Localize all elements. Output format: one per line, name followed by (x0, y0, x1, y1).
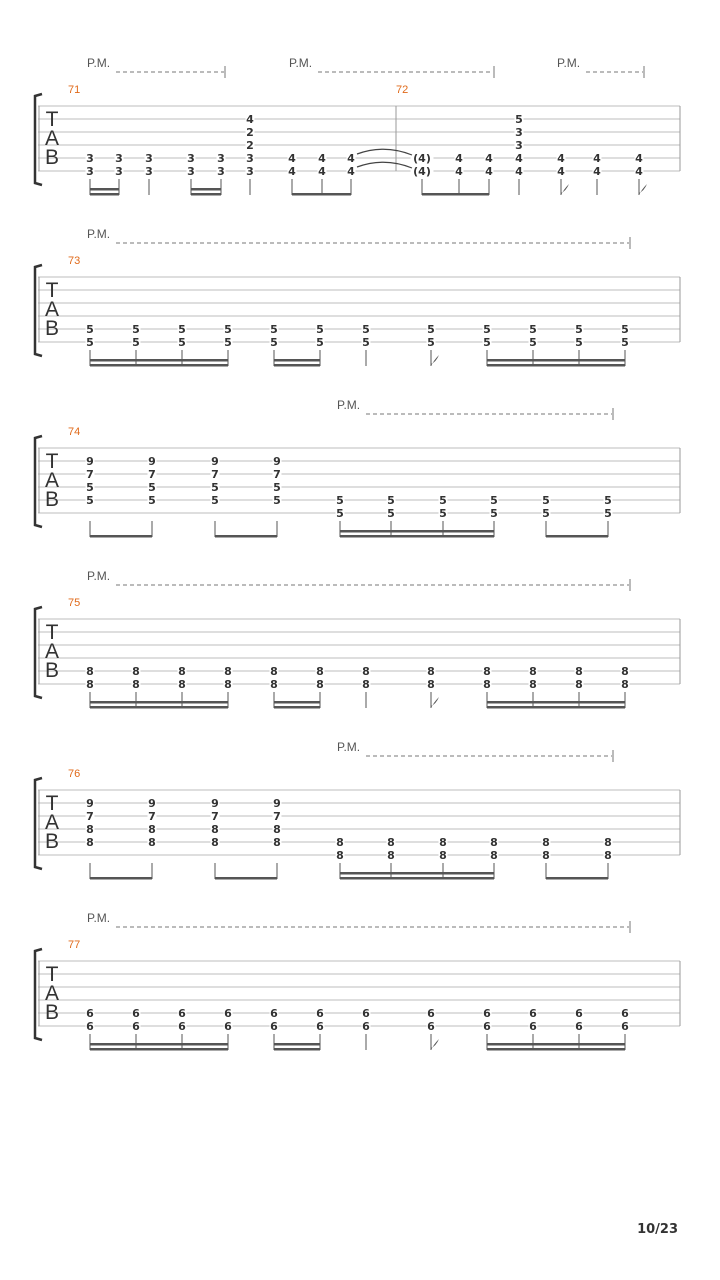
fret-number: 8 (387, 849, 395, 862)
fret-number: 5 (178, 323, 186, 336)
fret-number: 8 (148, 823, 156, 836)
tab-clef-letter: B (44, 659, 60, 682)
fret-number: 9 (86, 797, 94, 810)
fret-number: 4 (347, 152, 355, 165)
fret-number: 5 (575, 336, 583, 349)
fret-number: 8 (316, 678, 324, 691)
fret-number: 2 (246, 139, 254, 152)
tab-clef-letter: A (44, 469, 60, 492)
fret-number: (4) (413, 165, 431, 178)
tab-clef-letter: T (45, 279, 59, 302)
fret-number: 5 (542, 494, 550, 507)
beam (215, 877, 277, 880)
fret-number: 3 (145, 152, 153, 165)
fret-number: 3 (86, 165, 94, 178)
fret-number: 4 (635, 152, 643, 165)
fret-number: 8 (604, 849, 612, 862)
tab-clef-letter: T (45, 108, 59, 131)
beam-secondary (340, 872, 494, 875)
palm-mute-label: P.M. (289, 56, 313, 70)
fret-number: 6 (178, 1007, 186, 1020)
fret-number: 5 (336, 507, 344, 520)
fret-number: 8 (224, 665, 232, 678)
beam-secondary (487, 701, 625, 704)
beam (274, 1048, 320, 1051)
fret-number: 5 (439, 494, 447, 507)
fret-number: 8 (211, 823, 219, 836)
beam-secondary (191, 188, 221, 191)
fret-number: 5 (273, 481, 281, 494)
fret-number: 8 (148, 836, 156, 849)
fret-number: 6 (132, 1020, 140, 1033)
tab-clef-letter: A (44, 982, 60, 1005)
fret-number: 5 (86, 494, 94, 507)
fret-number: 5 (224, 336, 232, 349)
fret-number: 5 (490, 494, 498, 507)
fret-number: 5 (515, 113, 523, 126)
beam (546, 877, 608, 880)
fret-number: 4 (515, 152, 523, 165)
fret-number: 5 (86, 323, 94, 336)
tab-clef-letter: B (44, 488, 60, 511)
beam (487, 364, 625, 367)
fret-number: 8 (575, 665, 583, 678)
fret-number: 3 (217, 165, 225, 178)
fret-number: 9 (148, 455, 156, 468)
tab-clef-letter: A (44, 811, 60, 834)
fret-number: 8 (542, 849, 550, 862)
beam-secondary (90, 359, 228, 362)
fret-number: 5 (529, 336, 537, 349)
tab-clef-letter: B (44, 317, 60, 340)
fret-number: 5 (362, 336, 370, 349)
fret-number: 4 (557, 152, 565, 165)
fret-number: 4 (246, 113, 254, 126)
tab-clef-letter: T (45, 963, 59, 986)
fret-number: 4 (485, 165, 493, 178)
fret-number: 3 (515, 126, 523, 139)
beam-secondary (487, 1043, 625, 1046)
fret-number: 7 (211, 468, 219, 481)
fret-number: 8 (86, 665, 94, 678)
fret-number: 8 (439, 849, 447, 862)
fret-number: 4 (635, 165, 643, 178)
measure-number: 72 (396, 84, 409, 96)
fret-number: 8 (336, 836, 344, 849)
fret-number: 8 (621, 678, 629, 691)
fret-number: 5 (211, 481, 219, 494)
note-flag (561, 184, 569, 195)
fret-number: 6 (529, 1007, 537, 1020)
fret-number: 8 (427, 678, 435, 691)
fret-number: 5 (542, 507, 550, 520)
fret-number: 7 (148, 810, 156, 823)
fret-number: 5 (621, 336, 629, 349)
tie-arc (357, 149, 412, 155)
note-flag (639, 184, 647, 195)
palm-mute-label: P.M. (87, 911, 111, 925)
palm-mute-label: P.M. (337, 740, 361, 754)
beam (422, 193, 489, 196)
fret-number: 8 (387, 836, 395, 849)
fret-number: 6 (316, 1020, 324, 1033)
beam (215, 535, 277, 538)
fret-number: 8 (132, 665, 140, 678)
fret-number: 5 (604, 494, 612, 507)
fret-number: 5 (336, 494, 344, 507)
fret-number: 5 (316, 336, 324, 349)
fret-number: 3 (187, 152, 195, 165)
measure-number: 77 (68, 939, 81, 951)
beam (340, 535, 494, 538)
note-flag (431, 1039, 439, 1050)
fret-number: 6 (483, 1007, 491, 1020)
beam (292, 193, 351, 196)
fret-number: 6 (483, 1020, 491, 1033)
fret-number: 5 (604, 507, 612, 520)
fret-number: 8 (270, 678, 278, 691)
staff-system (35, 56, 680, 196)
fret-number: 6 (575, 1020, 583, 1033)
fret-number: 5 (148, 481, 156, 494)
measure-number: 71 (68, 84, 81, 96)
fret-number: 4 (288, 152, 296, 165)
fret-number: 4 (318, 152, 326, 165)
fret-number: 8 (336, 849, 344, 862)
fret-number: 6 (575, 1007, 583, 1020)
fret-number: 8 (483, 665, 491, 678)
beam-secondary (90, 701, 228, 704)
fret-number: 8 (427, 665, 435, 678)
fret-number: 9 (211, 455, 219, 468)
measure-number: 76 (68, 768, 81, 780)
fret-number: 5 (483, 323, 491, 336)
fret-number: 7 (86, 810, 94, 823)
fret-number: 5 (132, 336, 140, 349)
beam-secondary (90, 1043, 228, 1046)
staff-system (35, 740, 680, 880)
tab-clef-letter: A (44, 127, 60, 150)
fret-number: 6 (178, 1020, 186, 1033)
fret-number: 6 (362, 1020, 370, 1033)
fret-number: 8 (542, 836, 550, 849)
fret-number: 5 (86, 336, 94, 349)
fret-number: 5 (316, 323, 324, 336)
staff-system (35, 398, 680, 538)
fret-number: 6 (427, 1007, 435, 1020)
beam-secondary (487, 359, 625, 362)
fret-number: 3 (145, 165, 153, 178)
fret-number: 4 (557, 165, 565, 178)
staff-system (35, 569, 680, 709)
fret-number: 8 (316, 665, 324, 678)
beam (546, 535, 608, 538)
tab-clef-letter: T (45, 450, 59, 473)
fret-number: 5 (273, 494, 281, 507)
fret-number: 3 (115, 165, 123, 178)
fret-number: 6 (132, 1007, 140, 1020)
fret-number: 8 (529, 678, 537, 691)
fret-number: 8 (490, 836, 498, 849)
fret-number: 3 (515, 139, 523, 152)
fret-number: 9 (273, 455, 281, 468)
fret-number: 8 (362, 665, 370, 678)
staff-system (35, 227, 680, 367)
fret-number: 6 (316, 1007, 324, 1020)
fret-number: 8 (86, 836, 94, 849)
beam (487, 706, 625, 709)
fret-number: 6 (362, 1007, 370, 1020)
fret-number: 4 (347, 165, 355, 178)
fret-number: 5 (211, 494, 219, 507)
tie-arc (357, 162, 412, 168)
tab-clef-letter: B (44, 146, 60, 169)
fret-number: 6 (427, 1020, 435, 1033)
fret-number: 8 (86, 678, 94, 691)
fret-number: 6 (529, 1020, 537, 1033)
fret-number: 8 (604, 836, 612, 849)
fret-number: 5 (575, 323, 583, 336)
fret-number: 3 (217, 152, 225, 165)
fret-number: 9 (86, 455, 94, 468)
staff-system (35, 911, 680, 1051)
note-flag (431, 697, 439, 708)
beam (90, 706, 228, 709)
beam (487, 1048, 625, 1051)
measure-number: 73 (68, 255, 81, 267)
fret-number: 6 (86, 1020, 94, 1033)
palm-mute-label: P.M. (87, 227, 111, 241)
fret-number: 5 (270, 336, 278, 349)
fret-number: 5 (490, 507, 498, 520)
fret-number: 8 (362, 678, 370, 691)
fret-number: 5 (178, 336, 186, 349)
fret-number: 5 (132, 323, 140, 336)
fret-number: (4) (413, 152, 431, 165)
fret-number: 7 (273, 810, 281, 823)
tab-clef-letter: A (44, 640, 60, 663)
fret-number: 4 (593, 152, 601, 165)
fret-number: 5 (86, 481, 94, 494)
fret-number: 8 (621, 665, 629, 678)
fret-number: 5 (439, 507, 447, 520)
fret-number: 8 (178, 678, 186, 691)
fret-number: 4 (288, 165, 296, 178)
beam (340, 877, 494, 880)
fret-number: 5 (387, 507, 395, 520)
fret-number: 3 (86, 152, 94, 165)
fret-number: 5 (148, 494, 156, 507)
fret-number: 8 (529, 665, 537, 678)
beam (90, 877, 152, 880)
fret-number: 5 (529, 323, 537, 336)
fret-number: 8 (273, 836, 281, 849)
beam-secondary (274, 701, 320, 704)
fret-number: 8 (439, 836, 447, 849)
beam (191, 193, 221, 196)
beam-secondary (90, 188, 119, 191)
fret-number: 3 (187, 165, 195, 178)
beam-secondary (274, 1043, 320, 1046)
palm-mute-label: P.M. (87, 569, 111, 583)
beam (274, 364, 320, 367)
fret-number: 6 (224, 1007, 232, 1020)
tab-clef-letter: B (44, 830, 60, 853)
beam (274, 706, 320, 709)
fret-number: 6 (621, 1020, 629, 1033)
fret-number: 8 (490, 849, 498, 862)
fret-number: 4 (485, 152, 493, 165)
palm-mute-label: P.M. (337, 398, 361, 412)
fret-number: 7 (273, 468, 281, 481)
fret-number: 9 (211, 797, 219, 810)
page-number: 10/23 (637, 1222, 678, 1237)
fret-number: 8 (132, 678, 140, 691)
fret-number: 6 (621, 1007, 629, 1020)
beam (90, 535, 152, 538)
fret-number: 6 (86, 1007, 94, 1020)
beam (90, 193, 119, 196)
beam (90, 1048, 228, 1051)
tab-clef-letter: A (44, 298, 60, 321)
fret-number: 5 (270, 323, 278, 336)
fret-number: 5 (362, 323, 370, 336)
fret-number: 8 (483, 678, 491, 691)
fret-number: 6 (224, 1020, 232, 1033)
fret-number: 7 (86, 468, 94, 481)
note-flag (431, 355, 439, 366)
palm-mute-label: P.M. (87, 56, 111, 70)
fret-number: 7 (211, 810, 219, 823)
fret-number: 3 (246, 152, 254, 165)
fret-number: 8 (86, 823, 94, 836)
tab-clef-letter: T (45, 621, 59, 644)
measure-number: 75 (68, 597, 81, 609)
tab-clef-letter: B (44, 1001, 60, 1024)
fret-number: 4 (593, 165, 601, 178)
fret-number: 8 (224, 678, 232, 691)
fret-number: 8 (575, 678, 583, 691)
fret-number: 9 (148, 797, 156, 810)
fret-number: 5 (387, 494, 395, 507)
fret-number: 8 (178, 665, 186, 678)
fret-number: 9 (273, 797, 281, 810)
fret-number: 4 (455, 152, 463, 165)
palm-mute-label: P.M. (557, 56, 581, 70)
fret-number: 8 (270, 665, 278, 678)
fret-number: 3 (115, 152, 123, 165)
fret-number: 4 (318, 165, 326, 178)
fret-number: 3 (246, 165, 254, 178)
fret-number: 8 (273, 823, 281, 836)
measure-number: 74 (68, 426, 81, 438)
fret-number: 5 (483, 336, 491, 349)
beam-secondary (340, 530, 494, 533)
fret-number: 7 (148, 468, 156, 481)
fret-number: 6 (270, 1007, 278, 1020)
fret-number: 4 (515, 165, 523, 178)
fret-number: 5 (621, 323, 629, 336)
fret-number: 8 (211, 836, 219, 849)
fret-number: 2 (246, 126, 254, 139)
fret-number: 5 (224, 323, 232, 336)
fret-number: 5 (427, 323, 435, 336)
fret-number: 5 (427, 336, 435, 349)
beam (90, 364, 228, 367)
tab-clef-letter: T (45, 792, 59, 815)
fret-number: 4 (455, 165, 463, 178)
fret-number: 6 (270, 1020, 278, 1033)
beam-secondary (274, 359, 320, 362)
